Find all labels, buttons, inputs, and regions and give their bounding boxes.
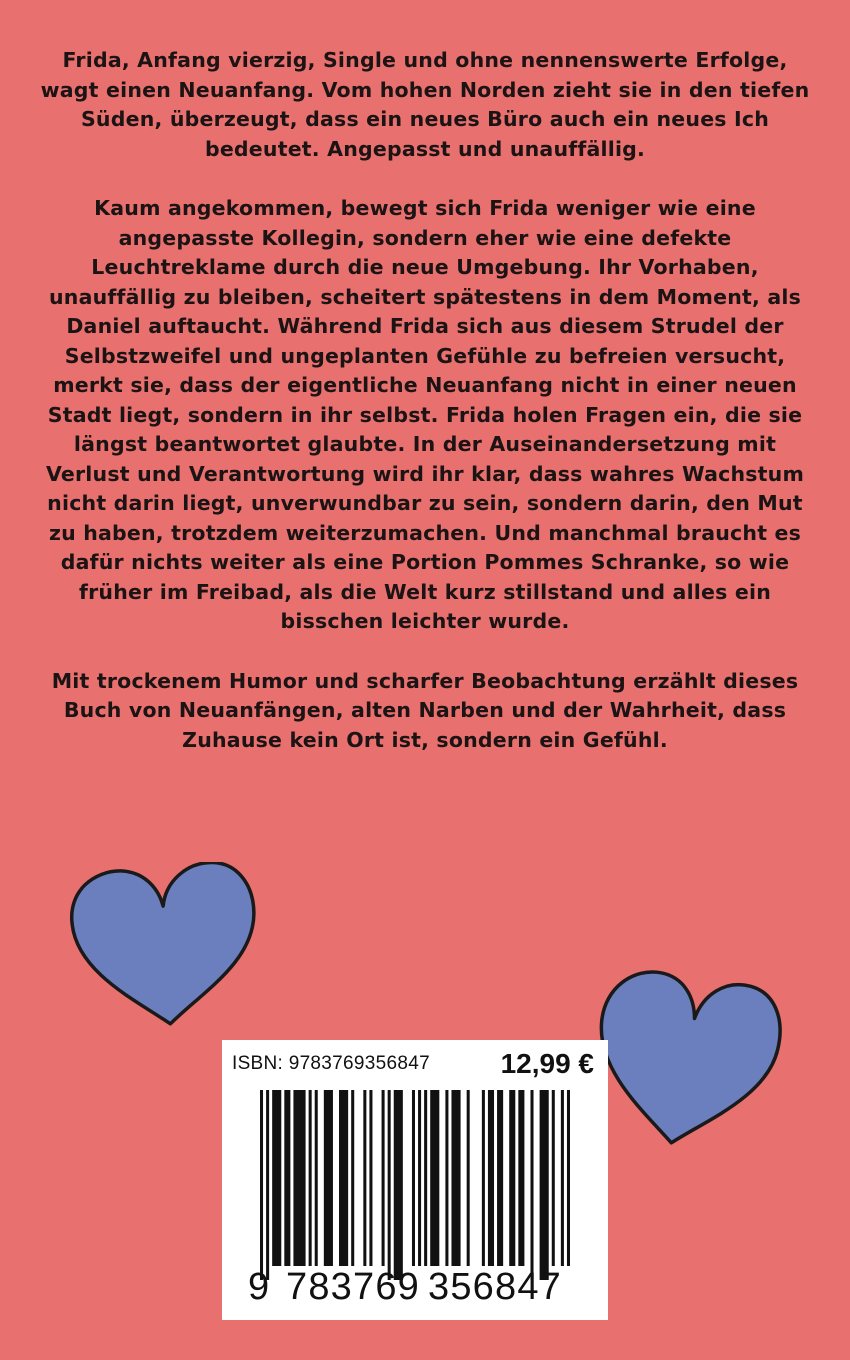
barcode-bar-25: [509, 1090, 515, 1266]
barcode-bar-28: [540, 1090, 549, 1280]
back-cover-blurb: [40, 46, 810, 785]
barcode-bar-0: [260, 1090, 263, 1280]
barcode-digit-first: 9: [248, 1266, 270, 1308]
barcode-bar-8: [339, 1090, 348, 1266]
barcode-bar-24: [497, 1090, 503, 1266]
barcode-bar-12: [382, 1090, 385, 1266]
barcode-bar-22: [482, 1090, 485, 1266]
barcode-bar-14: [394, 1090, 403, 1280]
barcode-bar-11: [369, 1090, 372, 1266]
barcode-bar-17: [424, 1090, 427, 1266]
blurb-paragraph-1: Frida, Anfang vierzig, Single und ohne nennenswerte Erfolge, wagt einen Neuanfang. Vom hohen Norden zieht sie in den tiefen Süden, überzeugt, dass ein neues Büro auch ein neues Ich bedeutet. Angepasst und unauffällig.: [40, 48, 810, 161]
barcode-bar-13: [388, 1090, 391, 1280]
barcode-bar-4: [293, 1090, 305, 1266]
barcode-bar-23: [488, 1090, 494, 1266]
barcode-bar-19: [445, 1090, 448, 1266]
barcode-bar-7: [324, 1090, 333, 1266]
barcode-bar-21: [467, 1090, 470, 1266]
barcode-bar-20: [451, 1090, 460, 1266]
barcode-bar-9: [351, 1090, 354, 1266]
heart-right-icon: [592, 968, 782, 1154]
barcode-bar-31: [567, 1090, 570, 1266]
barcode-bar-29: [552, 1090, 555, 1266]
isbn-label: ISBN: 9783769356847: [232, 1053, 430, 1074]
barcode-bar-10: [363, 1090, 366, 1266]
barcode-bar-16: [418, 1090, 421, 1266]
barcode-bar-18: [430, 1090, 439, 1266]
barcode-bar-26: [518, 1090, 524, 1266]
barcode-bar-1: [266, 1090, 269, 1280]
barcode-digits-right: 356847: [428, 1266, 563, 1308]
barcode-bar-5: [309, 1090, 312, 1266]
barcode-bar-6: [315, 1090, 318, 1266]
blurb-paragraph-3: Mit trockenem Humor und scharfer Beobachtung erzählt dieses Buch von Neuanfängen, alten Narben und der Wahrheit, dass Zuhause kein Ort ist, sondern ein Gefühl.: [51, 668, 799, 752]
barcode-bar-2: [272, 1090, 281, 1266]
barcode-digits: [248, 1266, 578, 1309]
heart-left-icon: [70, 862, 260, 1032]
barcode-bar-30: [561, 1090, 564, 1266]
barcode-bar-3: [284, 1090, 290, 1266]
barcode-bar-15: [412, 1090, 415, 1266]
price-label: 12,99 €: [500, 1048, 594, 1079]
barcode-bars: [260, 1090, 570, 1280]
barcode-bar-27: [530, 1090, 533, 1280]
blurb-paragraph-2: Kaum angekommen, bewegt sich Frida weniger wie eine angepasste Kollegin, sondern eher wie eine defekte Leuchtreklame durch die neue Umgebung. Ihr Vorhaben, unauffällig zu bleiben, scheitert spätestens in dem Moment, als Daniel auftaucht. Während Frida sich aus diesem Strudel der Selbstzweifel und ungeplanten Gefühle zu befreien versucht, merkt sie, dass der eigentliche Neuanfang nicht in einer neuen Stadt liegt, sondern in ihr selbst. Frida holen Fragen ein, die sie längst beantwortet glaubte. In der Auseinandersetzung mit Verlust und Verantwortung wird ihr klar, dass wahres Wachstum nicht darin liegt, unverwundbar zu sein, sondern darin, den Mut zu haben, trotzdem weiterzumachen. Und manchmal braucht es dafür nichts weiter als eine Portion Pommes Schranke, so wie früher im Freibad, als die Welt kurz stillstand und alles ein bisschen leichter wurde.: [45, 196, 805, 633]
isbn-barcode-box: [222, 1040, 608, 1320]
barcode-digits-left: 783769: [286, 1266, 421, 1308]
